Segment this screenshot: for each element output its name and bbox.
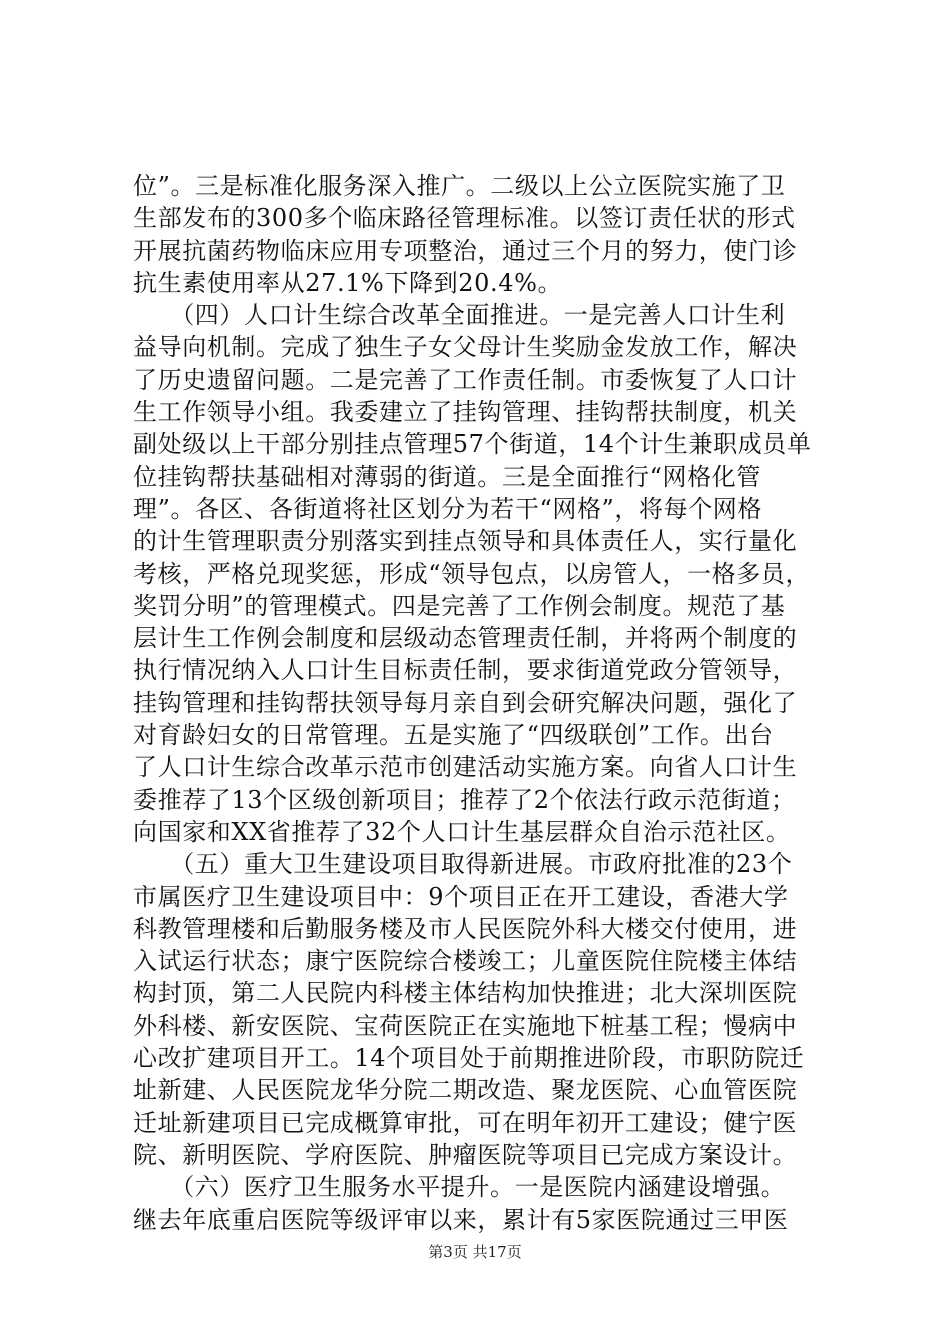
text-line: 位”。三是标准化服务深入推广。二级以上公立医院实施了卫	[133, 172, 786, 200]
text-line: 址新建、人民医院龙华分院二期改造、聚龙医院、心血管医院	[133, 1076, 798, 1105]
text-line: 开展抗菌药物临床应用专项整治，通过三个月的努力，使门诊	[133, 236, 798, 265]
text-line: 考核，严格兑现奖惩，形成“领导包点，以房管人，一格多员，	[133, 559, 811, 588]
text-line: 向国家和XX省推荐了32个人口计生基层群众自治示范社区。	[133, 817, 791, 846]
text-line: 奖罚分明”的管理模式。四是完善了工作例会制度。规范了基	[133, 591, 786, 620]
text-line: （四）人口计生综合改革全面推进。一是完善人口计生利	[133, 301, 786, 330]
text-line: 市属医疗卫生建设项目中：9个项目正在开工建设，香港大学	[133, 882, 789, 911]
text-line: 了历史遗留问题。二是完善了工作责任制。市委恢复了人口计	[133, 365, 798, 394]
text-line: （五）重大卫生建设项目取得新进展。市政府批准的23个	[133, 850, 793, 879]
text-line: 挂钩管理和挂钩帮扶领导每月亲自到会研究解决问题，强化了	[133, 688, 798, 717]
text-line: 益导向机制。完成了独生子女父母计生奖励金发放工作，解决	[133, 333, 798, 362]
text-line: 的计生管理职责分别落实到挂点领导和具体责任人，实行量化	[133, 527, 798, 556]
text-line: 继去年底重启医院等级评审以来，累计有5家医院通过三甲医	[133, 1205, 789, 1234]
text-line: 位挂钩帮扶基础相对薄弱的街道。三是全面推行“网格化管	[133, 462, 761, 491]
text-line: 抗生素使用率从27.1%下降到20.4%。	[133, 268, 563, 297]
text-line: 入试运行状态；康宁医院综合楼竣工；儿童医院住院楼主体结	[133, 947, 798, 976]
text-line: 院、新明医院、学府医院、肿瘤医院等项目已完成方案设计。	[133, 1140, 798, 1169]
text-line: 对育龄妇女的日常管理。五是实施了“四级联创”工作。出台	[133, 721, 774, 750]
text-line: 生工作领导小组。我委建立了挂钩管理、挂钩帮扶制度，机关	[133, 398, 798, 427]
body-text	[133, 170, 833, 1236]
text-line: 理”。各区、各街道将社区划分为若干“网格”，将每个网格	[133, 494, 763, 523]
text-line: 了人口计生综合改革示范市创建活动实施方案。向省人口计生	[133, 753, 798, 782]
text-line: 科教管理楼和后勤服务楼及市人民医院外科大楼交付使用，进	[133, 914, 798, 943]
text-line: 外科楼、新安医院、宝荷医院正在实施地下桩基工程；慢病中	[133, 1011, 798, 1040]
text-line: 执行情况纳入人口计生目标责任制，要求街道党政分管领导，	[133, 656, 798, 685]
text-line: 层计生工作例会制度和层级动态管理责任制，并将两个制度的	[133, 624, 798, 653]
text-line: 副处级以上干部分别挂点管理57个街道，14个计生兼职成员单	[133, 430, 812, 459]
text-line: 委推荐了13个区级创新项目；推荐了2个依法行政示范街道；	[133, 785, 796, 814]
page-footer: 第3页 共17页	[428, 1243, 522, 1261]
text-line: 生部发布的300多个临床路径管理标准。以签订责任状的形式	[133, 204, 796, 233]
text-line: 心改扩建项目开工。14个项目处于前期推进阶段，市职防院迁	[133, 1044, 805, 1073]
text-line: 构封顶，第二人民院内科楼主体结构加快推进；北大深圳医院	[133, 979, 798, 1008]
text-line: 迁址新建项目已完成概算审批，可在明年初开工建设；健宁医	[133, 1108, 798, 1137]
text-line: （六）医疗卫生服务水平提升。一是医院内涵建设增强。	[133, 1173, 786, 1202]
